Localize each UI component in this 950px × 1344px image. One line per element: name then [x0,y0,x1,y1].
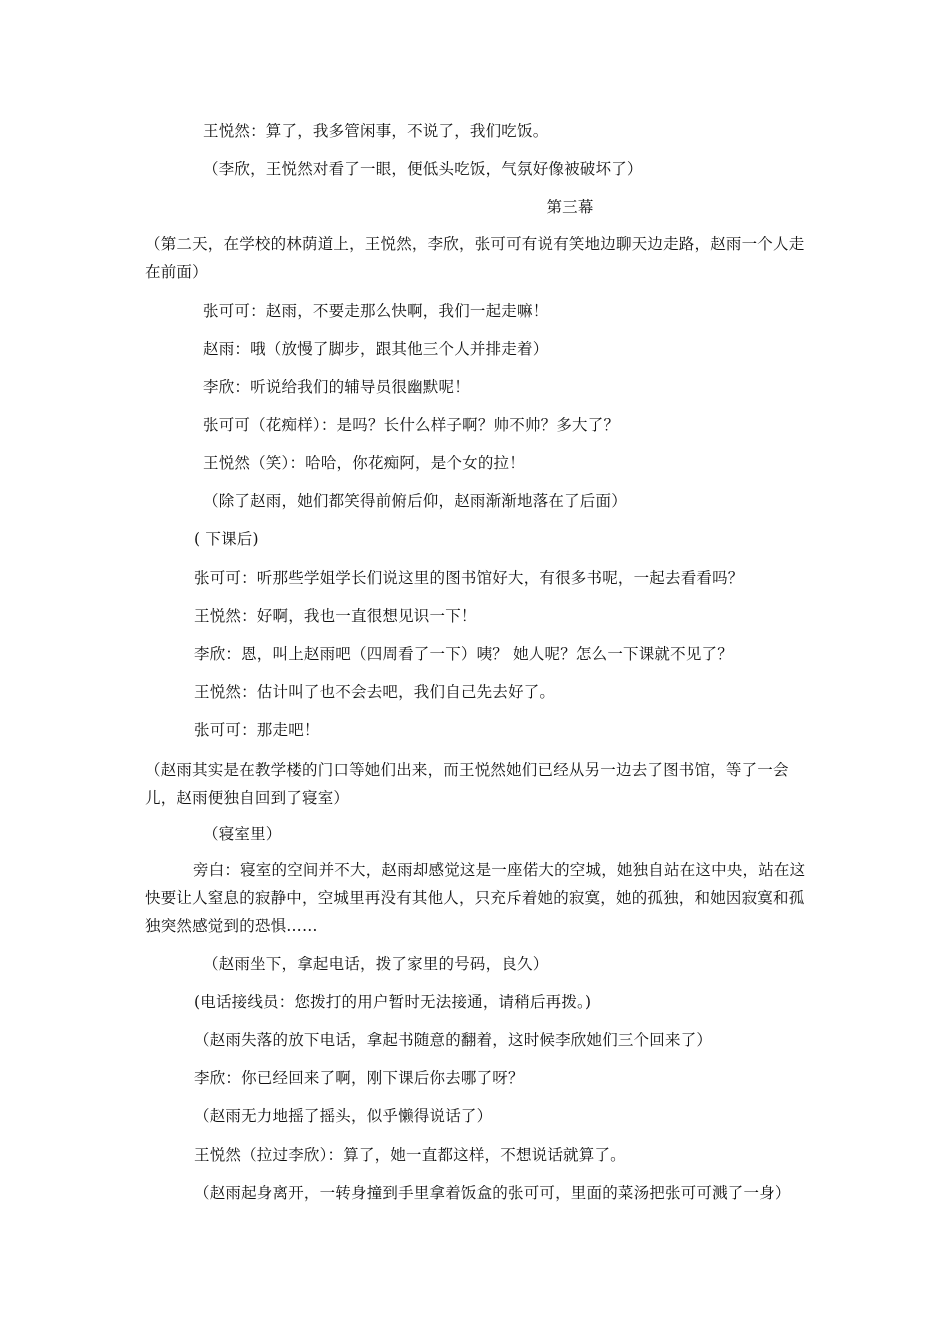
dialogue-line: 王悦然：估计叫了也不会去吧，我们自己先去好了。 [194,683,556,701]
dialogue-line: 李欣：恩，叫上赵雨吧（四周看了一下）咦？ 她人呢？怎么一下课就不见了？ [194,645,733,663]
stage-direction: （除了赵雨，她们都笑得前俯后仰，赵雨渐渐地落在了后面） [203,492,627,510]
stage-direction: ( 下课后) [194,530,259,548]
stage-direction: （赵雨起身离开，一转身撞到手里拿着饭盒的张可可，里面的菜汤把张可可溅了一身） [194,1184,791,1202]
stage-direction: （赵雨坐下，拿起电话，拨了家里的号码，良久） [203,955,549,973]
dialogue-line: 张可可：赵雨，不要走那么快啊，我们一起走嘛！ [203,302,549,320]
narration-paragraph: 旁白：寝室的空间并不大，赵雨却感觉这是一座偌大的空城，她独自站在这中央，站在这快要让人窒息的寂静中，空城里再没有其他人，只充斥着她的寂寞，她的孤独，和她因寂寞和孤独突然感觉到的恐惧…… [145,861,806,935]
dialogue-line: 李欣：听说给我们的辅导员很幽默呢！ [203,378,470,396]
stage-direction: （赵雨其实是在教学楼的门口等她们出来，而王悦然她们已经从另一边去了图书馆，等了一会儿，赵雨便独自回到了寝室） [145,761,789,807]
dialogue-line: 王悦然（拉过李欣）：算了，她一直都这样，不想说话就算了。 [194,1146,626,1164]
dialogue-line: 王悦然：好啊，我也一直很想见识一下！ [194,607,477,625]
dialogue-line: 李欣：你已经回来了啊，刚下课后你去哪了呀？ [194,1069,524,1087]
stage-direction: （第二天，在学校的林荫道上，王悦然，李欣，张可可有说有笑地边聊天边走路，赵雨一个人走在前面） [145,235,805,281]
dialogue-line: 王悦然：算了，我多管闲事，不说了，我们吃饭。 [203,122,549,140]
stage-direction: （赵雨无力地摇了摇头，似乎懒得说话了） [194,1107,493,1125]
stage-direction: （寝室里） [203,825,282,843]
dialogue-line: 张可可：那走吧！ [194,721,320,739]
dialogue-line: 张可可（花痴样）：是吗？长什么样子啊？帅不帅？多大了？ [203,416,620,434]
act-heading: 第三幕 [546,198,594,216]
stage-direction: （李欣，王悦然对看了一眼，便低头吃饭，气氛好像被破坏了） [203,160,643,178]
dialogue-line: 王悦然（笑）：哈哈，你花痴阿，是个女的拉！ [203,454,525,472]
dialogue-line: 赵雨：哦（放慢了脚步，跟其他三个人并排走着） [203,340,549,358]
dialogue-line: 张可可：听那些学姐学长们说这里的图书馆好大，有很多书呢，一起去看看吗？ [194,569,744,587]
stage-direction: （赵雨失落的放下电话，拿起书随意的翻着，这时候李欣她们三个回来了） [194,1031,713,1049]
stage-direction: (电话接线员：您拨打的用户暂时无法接通，请稍后再拨。) [194,993,592,1011]
